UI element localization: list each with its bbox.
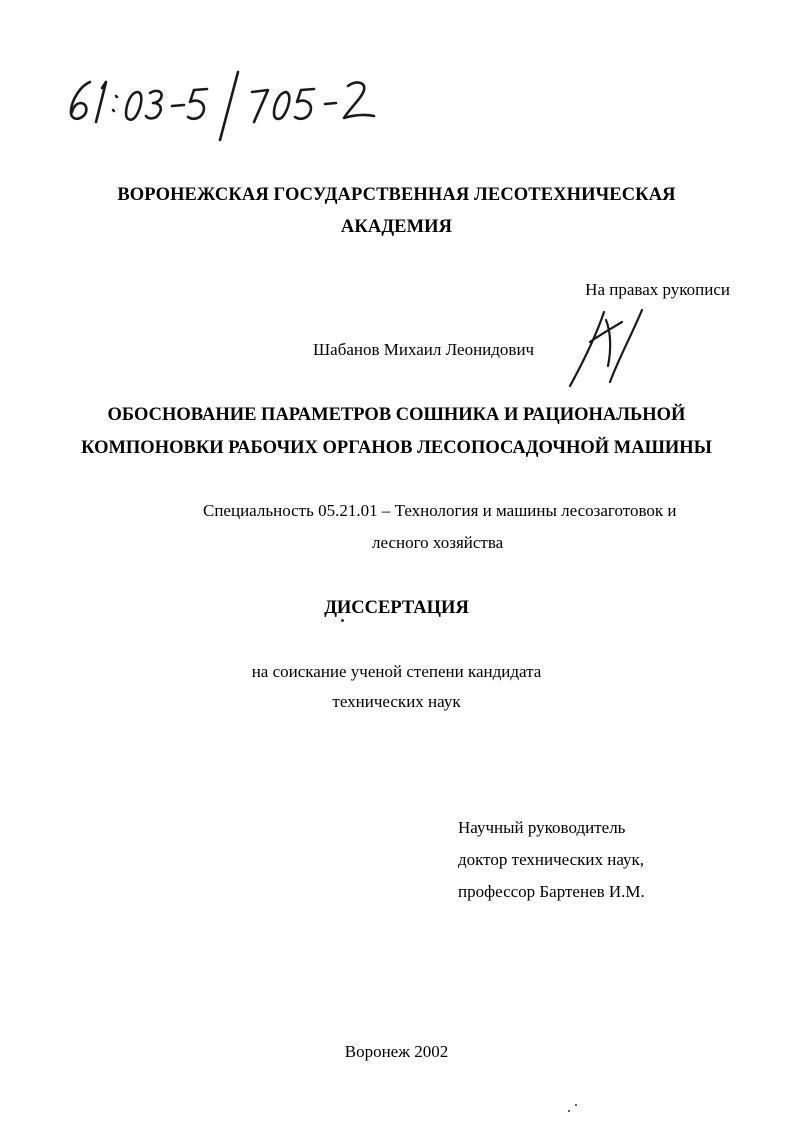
specialty-line-1: Специальность 05.21.01 – Технология и машины лесозаготовок и: [203, 501, 677, 520]
thesis-title-line-2: КОМПОНОВКИ РАБОЧИХ ОРГАНОВ ЛЕСОПОСАДОЧНОЙ МАШИНЫ: [81, 438, 712, 458]
author-signature: [560, 306, 650, 390]
handwritten-shelfmark: [62, 66, 392, 146]
scan-speck: [575, 1104, 577, 1106]
scan-speck: [341, 619, 344, 622]
supervisor-name: профессор Бартенев И.М.: [458, 882, 645, 901]
scan-speck: [568, 1110, 570, 1112]
thesis-title-line-1: ОБОСНОВАНИЕ ПАРАМЕТРОВ СОШНИКА И РАЦИОНАЛЬНОЙ: [107, 405, 686, 425]
institution-line-1: ВОРОНЕЖСКАЯ ГОСУДАРСТВЕННАЯ ЛЕСОТЕХНИЧЕСКАЯ: [117, 185, 676, 205]
degree-purpose-line-2: технических наук: [332, 692, 461, 711]
specialty-line-2: лесного хозяйства: [372, 533, 504, 552]
document-type-heading: ДИССЕРТАЦИЯ: [324, 598, 469, 618]
author-name: Шабанов Михаил Леонидович: [313, 340, 535, 359]
supervisor-degree: доктор технических наук,: [458, 850, 645, 869]
supervisor-role: Научный руководитель: [458, 818, 626, 837]
manuscript-rights-note: На правах рукописи: [585, 280, 730, 299]
place-and-year: Воронеж 2002: [344, 1042, 449, 1061]
institution-line-2: АКАДЕМИЯ: [340, 217, 453, 237]
degree-purpose-line-1: на соискание ученой степени кандидата: [251, 662, 542, 681]
